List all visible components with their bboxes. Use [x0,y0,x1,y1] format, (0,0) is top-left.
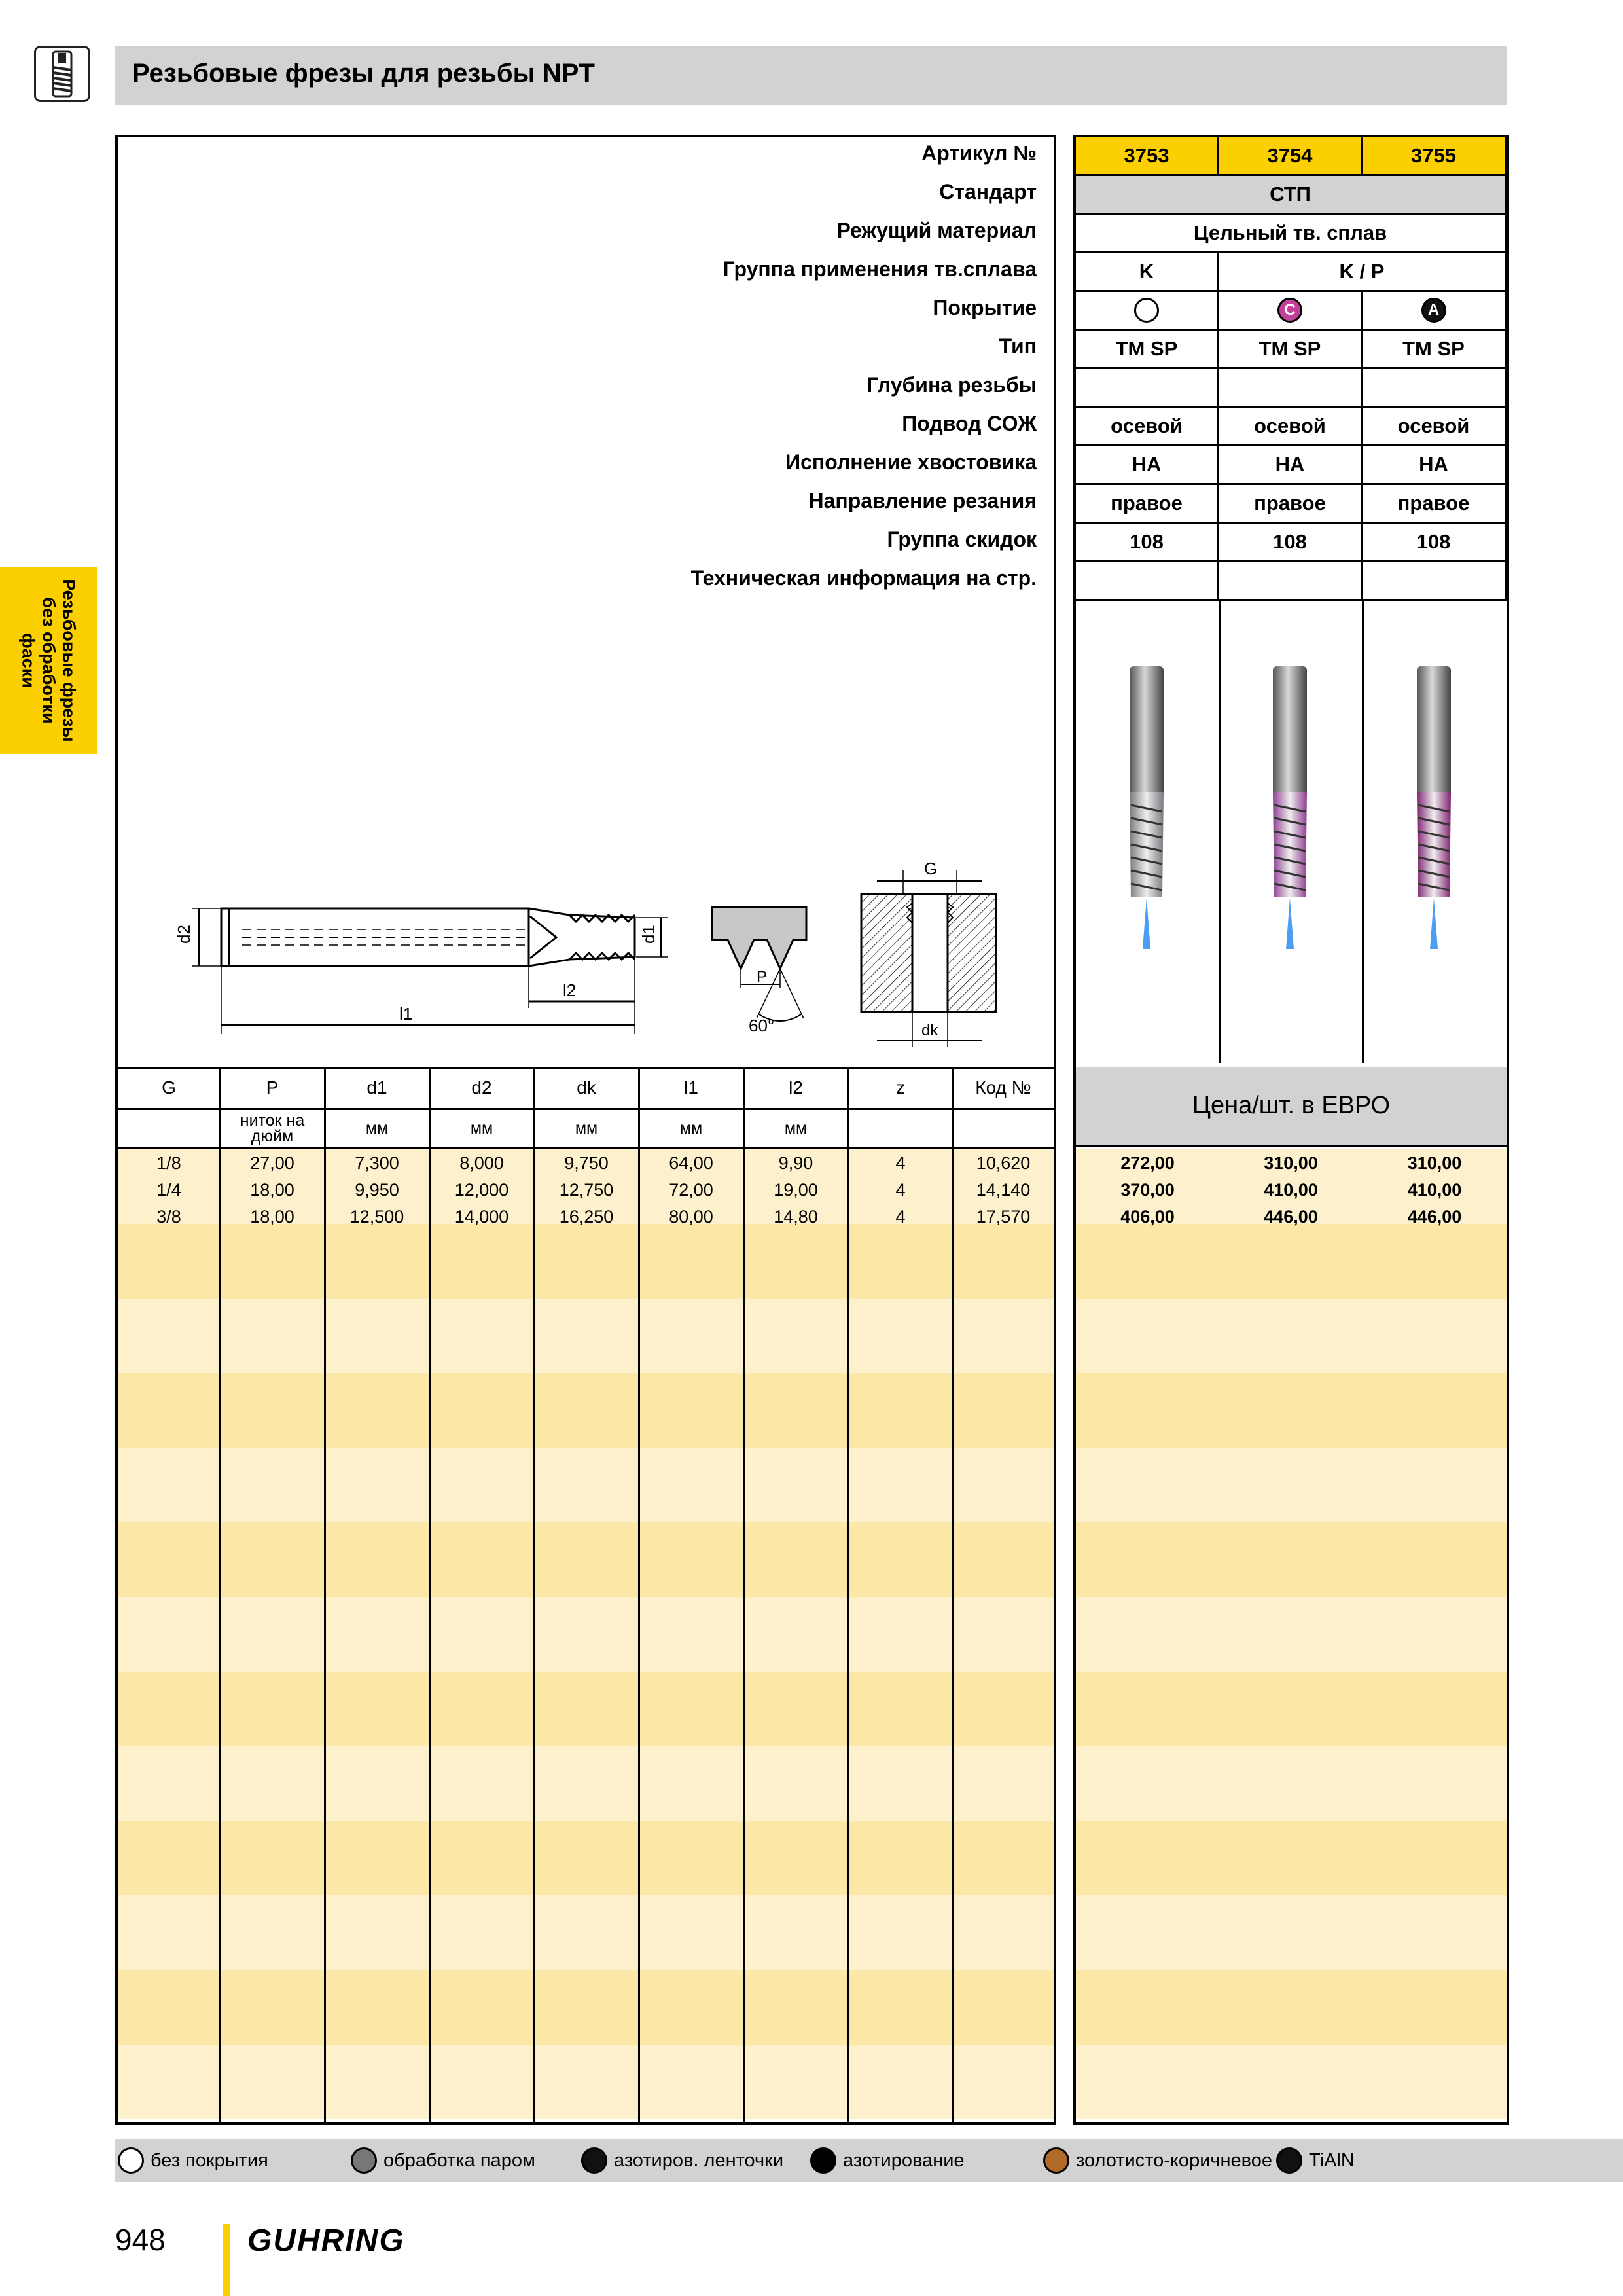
coating-cell [1076,292,1219,331]
price-cell: 272,00 [1120,1153,1175,1173]
column-header: G [162,1077,176,1098]
coating-c-icon: C [1277,298,1302,323]
attribute-label: Режущий материал [836,219,1037,242]
unit-label: мм [679,1119,703,1138]
l1-label: l1 [399,1004,413,1024]
legend-label: золотисто-коричневое [1076,2149,1272,2171]
row-band [1076,1821,1507,1895]
column-divider [1362,601,1364,1063]
attribute-label: Группа скидок [887,528,1037,551]
table-rule [118,1067,1056,1069]
row-band [1076,1597,1507,1672]
legend-label: обработка паром [383,2149,535,2171]
table-cell: 10,620 [976,1153,1031,1173]
table-cell: 7,300 [355,1153,399,1173]
coating-swatch-icon [351,2147,377,2174]
direction-value: правое [1219,485,1363,524]
legend-item [810,2146,965,2175]
price-cell: 406,00 [1120,1207,1175,1227]
unit-label: мм [365,1119,389,1138]
price-cell: 410,00 [1407,1180,1462,1200]
legend-item [351,2146,535,2175]
dk-label: dk [921,1022,938,1039]
row-band [118,1224,1054,1299]
price-cell: 410,00 [1264,1180,1318,1200]
row-band [1076,1373,1507,1448]
p-label: P [757,968,768,986]
row-band [1076,1224,1507,1299]
page-number: 948 [115,2223,166,2257]
row-band [118,1448,1054,1522]
legend-label: TiAlN [1309,2149,1355,2171]
brand-logo: GUHRING [247,2223,405,2258]
row-band [1076,1746,1507,1821]
type-value: TM SP [1219,331,1363,369]
table-cell: 12,750 [559,1180,614,1200]
legend-item [1043,2146,1272,2175]
legend-label: азотирование [843,2149,965,2171]
table-cell: 9,950 [355,1180,399,1200]
coating-cell [1219,292,1363,331]
section-tab-label: Резьбовые фрезы без обработки фаски [18,579,79,742]
row-band [118,1522,1054,1597]
direction-value: правое [1363,485,1507,524]
table-cell: 1/4 [156,1180,181,1200]
attribute-label: Стандарт [939,180,1037,204]
row-band [1076,1448,1507,1522]
shank-value: HA [1219,446,1363,485]
d1-label: d1 [639,925,658,944]
standard-value: СТП [1076,176,1507,215]
row-band [1076,1970,1507,2045]
attribute-label: Подвод СОЖ [902,412,1037,435]
thread-mill-image [1408,661,1460,962]
column-header: dk [577,1077,596,1098]
article-number: 3753 [1076,137,1219,176]
empty-cell [1219,369,1363,408]
table-cell: 64,00 [669,1153,713,1173]
article-number: 3754 [1219,137,1363,176]
row-band [118,1895,1054,1970]
unit-label: мм [784,1119,808,1138]
coating-cell [1363,292,1507,331]
row-band [118,1970,1054,2045]
tool-dimension-drawing [164,844,668,1047]
g-label: G [924,859,938,878]
unit-label: мм [575,1119,598,1138]
column-divider [1219,601,1221,1063]
l2-label: l2 [563,980,577,1000]
hole-section-drawing [851,857,1008,1054]
section-tab[interactable] [0,567,97,754]
legend-label: без покрытия [151,2149,268,2171]
discount-group-value: 108 [1076,524,1219,562]
attribute-label: Исполнение хвостовика [785,450,1037,474]
row-band [118,1672,1054,1746]
table-cell: 9,90 [778,1153,813,1173]
table-cell: 80,00 [669,1207,713,1227]
table-cell: 19,00 [774,1180,818,1200]
column-header: l1 [684,1077,698,1098]
discount-group-value: 108 [1219,524,1363,562]
shank-value: HA [1363,446,1507,485]
table-cell: 72,00 [669,1180,713,1200]
table-cell: 4 [895,1180,906,1200]
table-cell: 18,00 [250,1207,294,1227]
empty-cell [1363,562,1507,601]
column-header: d1 [366,1077,387,1098]
legend-label: азотиров. ленточки [614,2149,784,2171]
attribute-label: Тип [999,334,1037,358]
thread-mill-image [1264,661,1316,962]
coating-a-icon: A [1421,298,1446,323]
coating-swatch-icon [118,2147,144,2174]
coolant-value: осевой [1219,408,1363,446]
row-band [1076,2045,1507,2119]
table-cell: 17,570 [976,1207,1031,1227]
unit-label [953,1110,1054,1147]
application-group-value: K [1076,253,1219,292]
table-cell: 4 [895,1153,906,1173]
discount-group-value: 108 [1363,524,1507,562]
unit-label: ниток на дюйм [240,1111,305,1145]
legend-item [118,2146,268,2175]
price-cell: 446,00 [1407,1207,1462,1227]
unit-label [118,1110,220,1147]
angle-label: 60° [749,1016,775,1035]
table-rule [118,1147,1056,1149]
attribute-label: Глубина резьбы [866,373,1037,397]
tap-icon [34,46,90,102]
price-cell: 370,00 [1120,1180,1175,1200]
row-band [118,1373,1054,1448]
table-cell: 1/8 [156,1153,181,1173]
coating-swatch-icon [581,2147,607,2174]
table-cell: 16,250 [559,1207,614,1227]
direction-value: правое [1076,485,1219,524]
unit-label [848,1110,953,1147]
table-cell: 12,000 [454,1180,509,1200]
attribute-label: Техническая информация на стр. [690,566,1037,590]
legend-item [1276,2146,1355,2175]
type-value: TM SP [1363,331,1507,369]
table-cell: 14,80 [774,1207,818,1227]
row-band [1076,1895,1507,1970]
table-cell: 9,750 [564,1153,609,1173]
cutting-material-value: Цельный тв. сплав [1076,215,1507,253]
column-header: d2 [471,1077,492,1098]
column-header: l2 [789,1077,803,1098]
row-band [1076,1299,1507,1373]
price-cell: 310,00 [1407,1153,1462,1173]
row-band [118,1597,1054,1672]
table-cell: 12,500 [349,1207,404,1227]
coating-swatch-icon [1276,2147,1302,2174]
row-band [1076,1672,1507,1746]
price-header: Цена/шт. в ЕВРО [1076,1067,1507,1147]
title-bar [115,46,1507,105]
attribute-label: Артикул № [921,141,1037,165]
type-value: TM SP [1076,331,1219,369]
unit-label: мм [470,1119,493,1138]
application-group-value: K / P [1219,253,1507,292]
row-band [118,1821,1054,1895]
column-header: P [266,1077,279,1098]
table-cell: 14,000 [454,1207,509,1227]
price-cell: 310,00 [1264,1153,1318,1173]
attribute-label: Покрытие [933,296,1037,319]
coating-swatch-icon [1043,2147,1069,2174]
coating-swatch-icon [810,2147,836,2174]
column-header: Код № [975,1077,1031,1098]
attribute-label: Направление резания [808,489,1037,512]
column-header: z [896,1077,905,1098]
coolant-value: осевой [1076,408,1219,446]
price-cell: 446,00 [1264,1207,1318,1227]
empty-cell [1076,369,1219,408]
no-coating-icon [1134,298,1159,323]
article-number: 3755 [1363,137,1507,176]
empty-cell [1219,562,1363,601]
table-cell: 4 [895,1207,906,1227]
thread-profile-drawing [707,903,812,1041]
attribute-label: Группа применения тв.сплава [722,257,1037,281]
row-band [118,1746,1054,1821]
empty-cell [1363,369,1507,408]
legend-item [581,2146,783,2175]
row-band [118,1299,1054,1373]
shank-value: HA [1076,446,1219,485]
row-band [1076,1522,1507,1597]
empty-cell [1076,562,1219,601]
table-cell: 18,00 [250,1180,294,1200]
row-band [118,2045,1054,2119]
footer-accent [223,2224,230,2296]
table-cell: 14,140 [976,1180,1031,1200]
page-title: Резьбовые фрезы для резьбы NPT [132,59,595,88]
thread-mill-image [1120,661,1173,962]
table-cell: 3/8 [156,1207,181,1227]
table-cell: 8,000 [459,1153,504,1173]
coolant-value: осевой [1363,408,1507,446]
table-cell: 27,00 [250,1153,294,1173]
d2-label: d2 [174,925,194,944]
